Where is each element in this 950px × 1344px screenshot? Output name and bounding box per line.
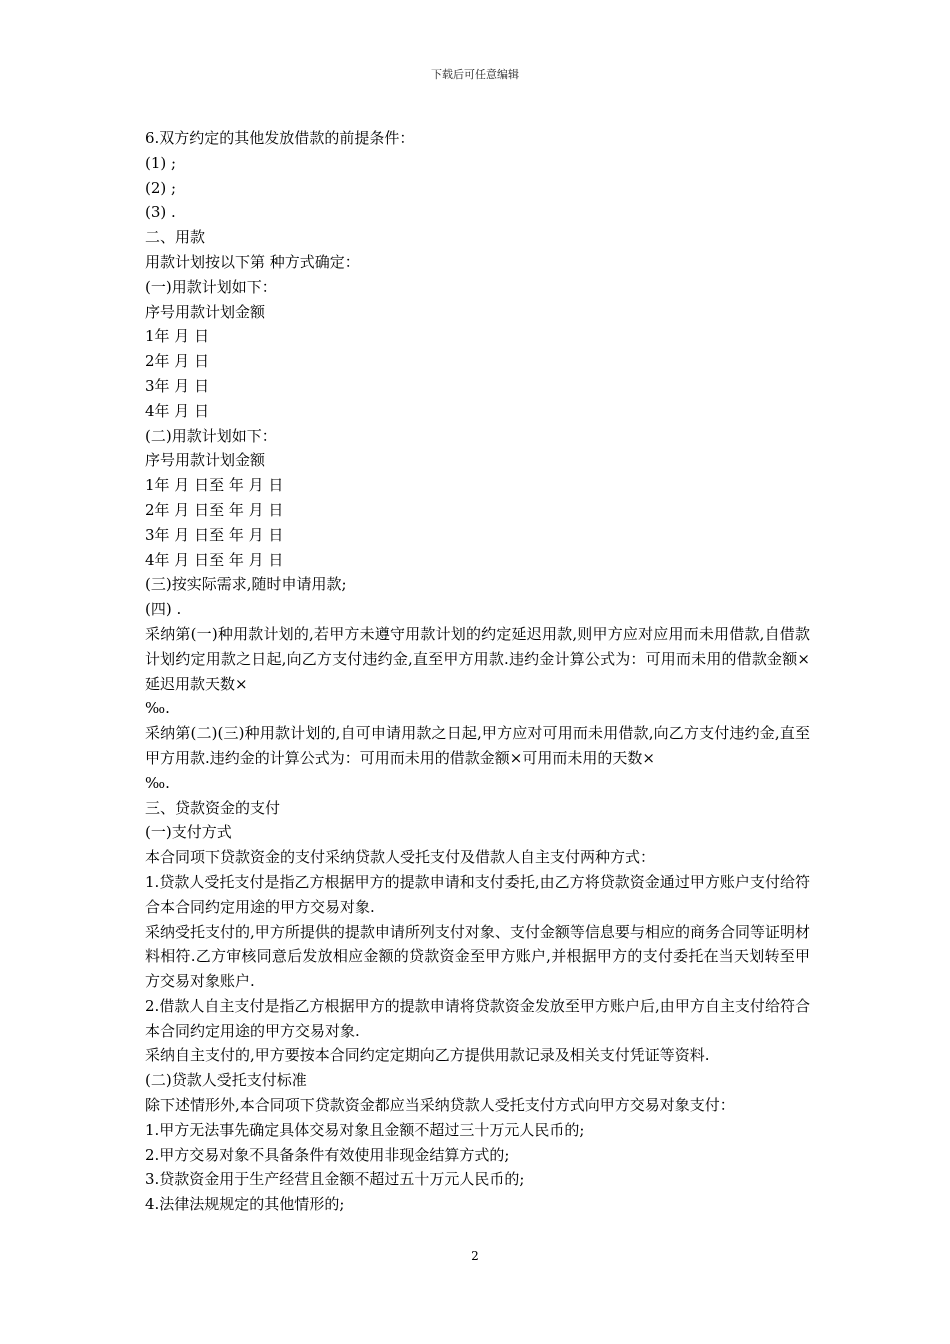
paragraph: 采纳自主支付的,甲方要按本合同约定定期向乙方提供用款记录及相关支付凭证等资料. bbox=[145, 1046, 710, 1065]
paragraph: 4年 月 日 bbox=[145, 401, 210, 420]
paragraph: 6.双方约定的其他发放借款的前提条件： bbox=[145, 129, 415, 147]
paragraph: (四) . bbox=[145, 600, 182, 619]
document-body bbox=[145, 126, 810, 1217]
page-number: 2 bbox=[471, 1249, 479, 1263]
paragraph: 4.法律法规规定的其他情形的; bbox=[145, 1195, 345, 1214]
paragraph: 采纳受托支付的,甲方所提供的提款申请所列支付对象、支付金额等信息要与相应的商务合同等证明材料相符.乙方审核同意后发放相应金额的贷款资金至甲方账户,并根据甲方的支付委托在当天划转至甲方交易对象账户. bbox=[145, 922, 810, 991]
paragraph: 1.甲方无法事先确定具体交易对象且金额不超过三十万元人民币的; bbox=[145, 1120, 585, 1139]
paragraph: (3) . bbox=[145, 203, 176, 222]
paragraph: (2) ; bbox=[145, 178, 177, 197]
paragraph: 3年 月 日 bbox=[145, 376, 210, 395]
paragraph: (一)用款计划如下： bbox=[145, 277, 277, 296]
paragraph: 序号用款计划金额 bbox=[145, 302, 266, 321]
paragraph: ‰. bbox=[145, 773, 170, 792]
paragraph: (1) ; bbox=[145, 153, 177, 172]
paragraph: (一)支付方式 bbox=[145, 823, 232, 842]
paragraph: 用款计划按以下第 种方式确定： bbox=[145, 252, 360, 271]
paragraph: 本合同项下贷款资金的支付采纳贷款人受托支付及借款人自主支付两种方式： bbox=[145, 848, 656, 867]
paragraph: 3.贷款资金用于生产经营且金额不超过五十万元人民币的; bbox=[145, 1170, 525, 1189]
section-heading: 二、用款 bbox=[145, 228, 206, 247]
section-heading: 三、贷款资金的支付 bbox=[145, 798, 281, 817]
paragraph: 3年 月 日至 年 月 日 bbox=[145, 525, 284, 544]
paragraph: (二)贷款人受托支付标准 bbox=[145, 1071, 307, 1090]
paragraph: ‰. bbox=[145, 699, 170, 718]
paragraph: (三)按实际需求,随时申请用款; bbox=[145, 575, 347, 594]
paragraph: 除下述情形外,本合同项下贷款资金都应当采纳贷款人受托支付方式向甲方交易对象支付： bbox=[145, 1096, 735, 1115]
paragraph: 2.借款人自主支付是指乙方根据甲方的提款申请将贷款资金发放至甲方账户后,由甲方自主支付给符合本合同约定用途的甲方交易对象. bbox=[145, 996, 810, 1040]
paragraph: 2年 月 日至 年 月 日 bbox=[145, 500, 284, 519]
paragraph: 1年 月 日至 年 月 日 bbox=[145, 476, 284, 495]
page-header: 下载后可任意编辑 bbox=[431, 68, 519, 81]
paragraph: (二)用款计划如下： bbox=[145, 426, 277, 445]
paragraph: 2年 月 日 bbox=[145, 352, 210, 371]
paragraph: 2.甲方交易对象不具备条件有效使用非现金结算方式的; bbox=[145, 1145, 510, 1164]
paragraph: 1年 月 日 bbox=[145, 327, 210, 346]
paragraph: 序号用款计划金额 bbox=[145, 451, 266, 470]
paragraph: 4年 月 日至 年 月 日 bbox=[145, 550, 284, 569]
paragraph: 1.贷款人受托支付是指乙方根据甲方的提款申请和支付委托,由乙方将贷款资金通过甲方账户支付给符合本合同约定用途的甲方交易对象. bbox=[145, 872, 810, 916]
paragraph: 采纳第(一)种用款计划的,若甲方未遵守用款计划的约定延迟用款,则甲方应对应用而未用借款,自借款计划约定用款之日起,向乙方支付违约金,直至甲方用款.违约金计算公式为：可用而未用的借款金额×延迟用款天数× bbox=[145, 624, 810, 693]
paragraph: 采纳第(二)(三)种用款计划的,自可申请用款之日起,甲方应对可用而未用借款,向乙方支付违约金,直至甲方用款.违约金的计算公式为：可用而未用的借款金额×可用而未用的天数× bbox=[145, 724, 810, 767]
